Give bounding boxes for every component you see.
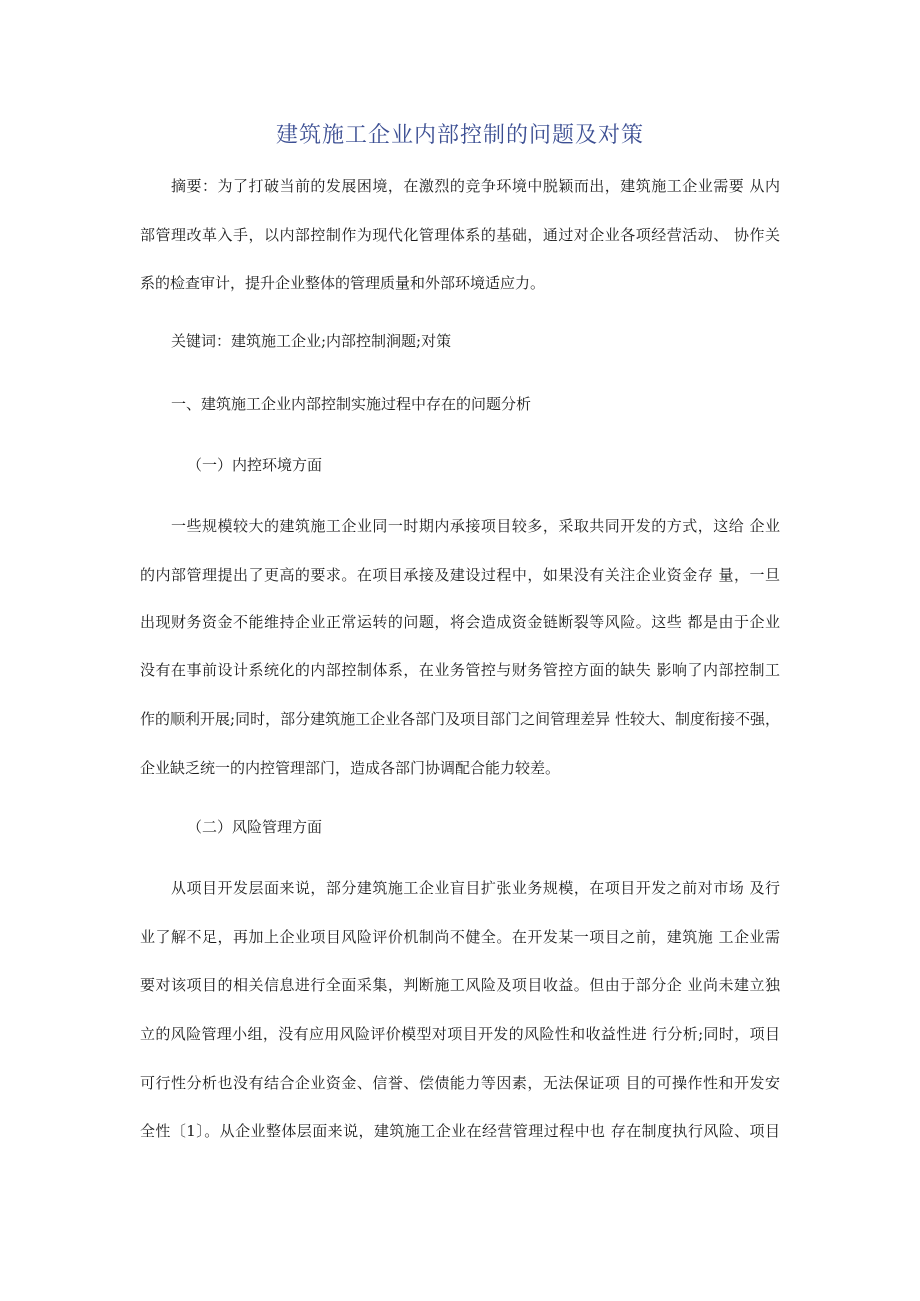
paragraph-line: 从项目开发层面来说，部分建筑施工企业盲目扩张业务规模，在项目开发之前对市场 及行 (171, 879, 780, 897)
paragraph-line: 的内部管理提出了更高的要求。在项目承接及建设过程中，如果没有关注企业资金存 量，一旦 (140, 566, 780, 584)
paragraph-line: 没有在事前设计系统化的内部控制体系，在业务管控与财务管控方面的缺失 影响了内部控制工 (140, 661, 780, 679)
keywords-line: 关键词：建筑施工企业;内部控制涧题;对策 (171, 332, 452, 350)
paragraph-line: 企业缺乏统一的内控管理部门，造成各部门协调配合能力较差。 (140, 759, 561, 777)
paragraph-line: 出现财务资金不能维持企业正常运转的问题，将会造成资金链断裂等风险。这些 都是由于企业 (140, 613, 780, 631)
abstract-line: 部管理改革入手，以内部控制作为现代化管理体系的基础，通过对企业各项经营活动、 协作关 (140, 226, 780, 244)
abstract-line: 系的检查审计，提升企业整体的管理质量和外部环境适应力。 (140, 274, 546, 292)
section-heading: 一、建筑施工企业内部控制实施过程中存在的问题分析 (171, 395, 532, 413)
subsection-heading: （一）内控环境方面 (187, 456, 323, 474)
document-title: 建筑施工企业内部控制的问题及对策 (275, 123, 644, 148)
abstract-line: 摘要：为了打破当前的发展困境，在激烈的竞争环境中脱颖而出，建筑施工企业需要 从内 (171, 177, 780, 195)
paragraph-line: 一些规模较大的建筑施工企业同一时期内承接项目较多，采取共同开发的方式，这给 企业 (171, 517, 780, 535)
paragraph-line: 业了解不足，再加上企业项目风险评价机制尚不健全。在开发某一项目之前，建筑施 工企业需 (140, 928, 780, 946)
paragraph-line: 立的风险管理小组，没有应用风险评价模型对项目开发的风险性和收益性进 行分析;同时，项目 (140, 1025, 780, 1043)
subsection-heading: （二）风险管理方面 (187, 818, 323, 836)
paragraph-line: 全性〔1〕。从企业整体层面来说，建筑施工企业在经营管理过程中也 存在制度执行风险、项目 (140, 1122, 780, 1140)
paragraph-line: 作的顺利开展;同时，部分建筑施工企业各部门及项目部门之间管理差异 性较大、制度衔接不强， (140, 710, 780, 728)
paragraph-line: 要对该项目的相关信息进行全面采集，判断施工风险及项目收益。但由于部分企 业尚未建立独 (140, 976, 780, 994)
paragraph-line: 可行性分析也没有结合企业资金、信誉、偿债能力等因素，无法保证项 目的可操作性和开发安 (140, 1074, 780, 1092)
